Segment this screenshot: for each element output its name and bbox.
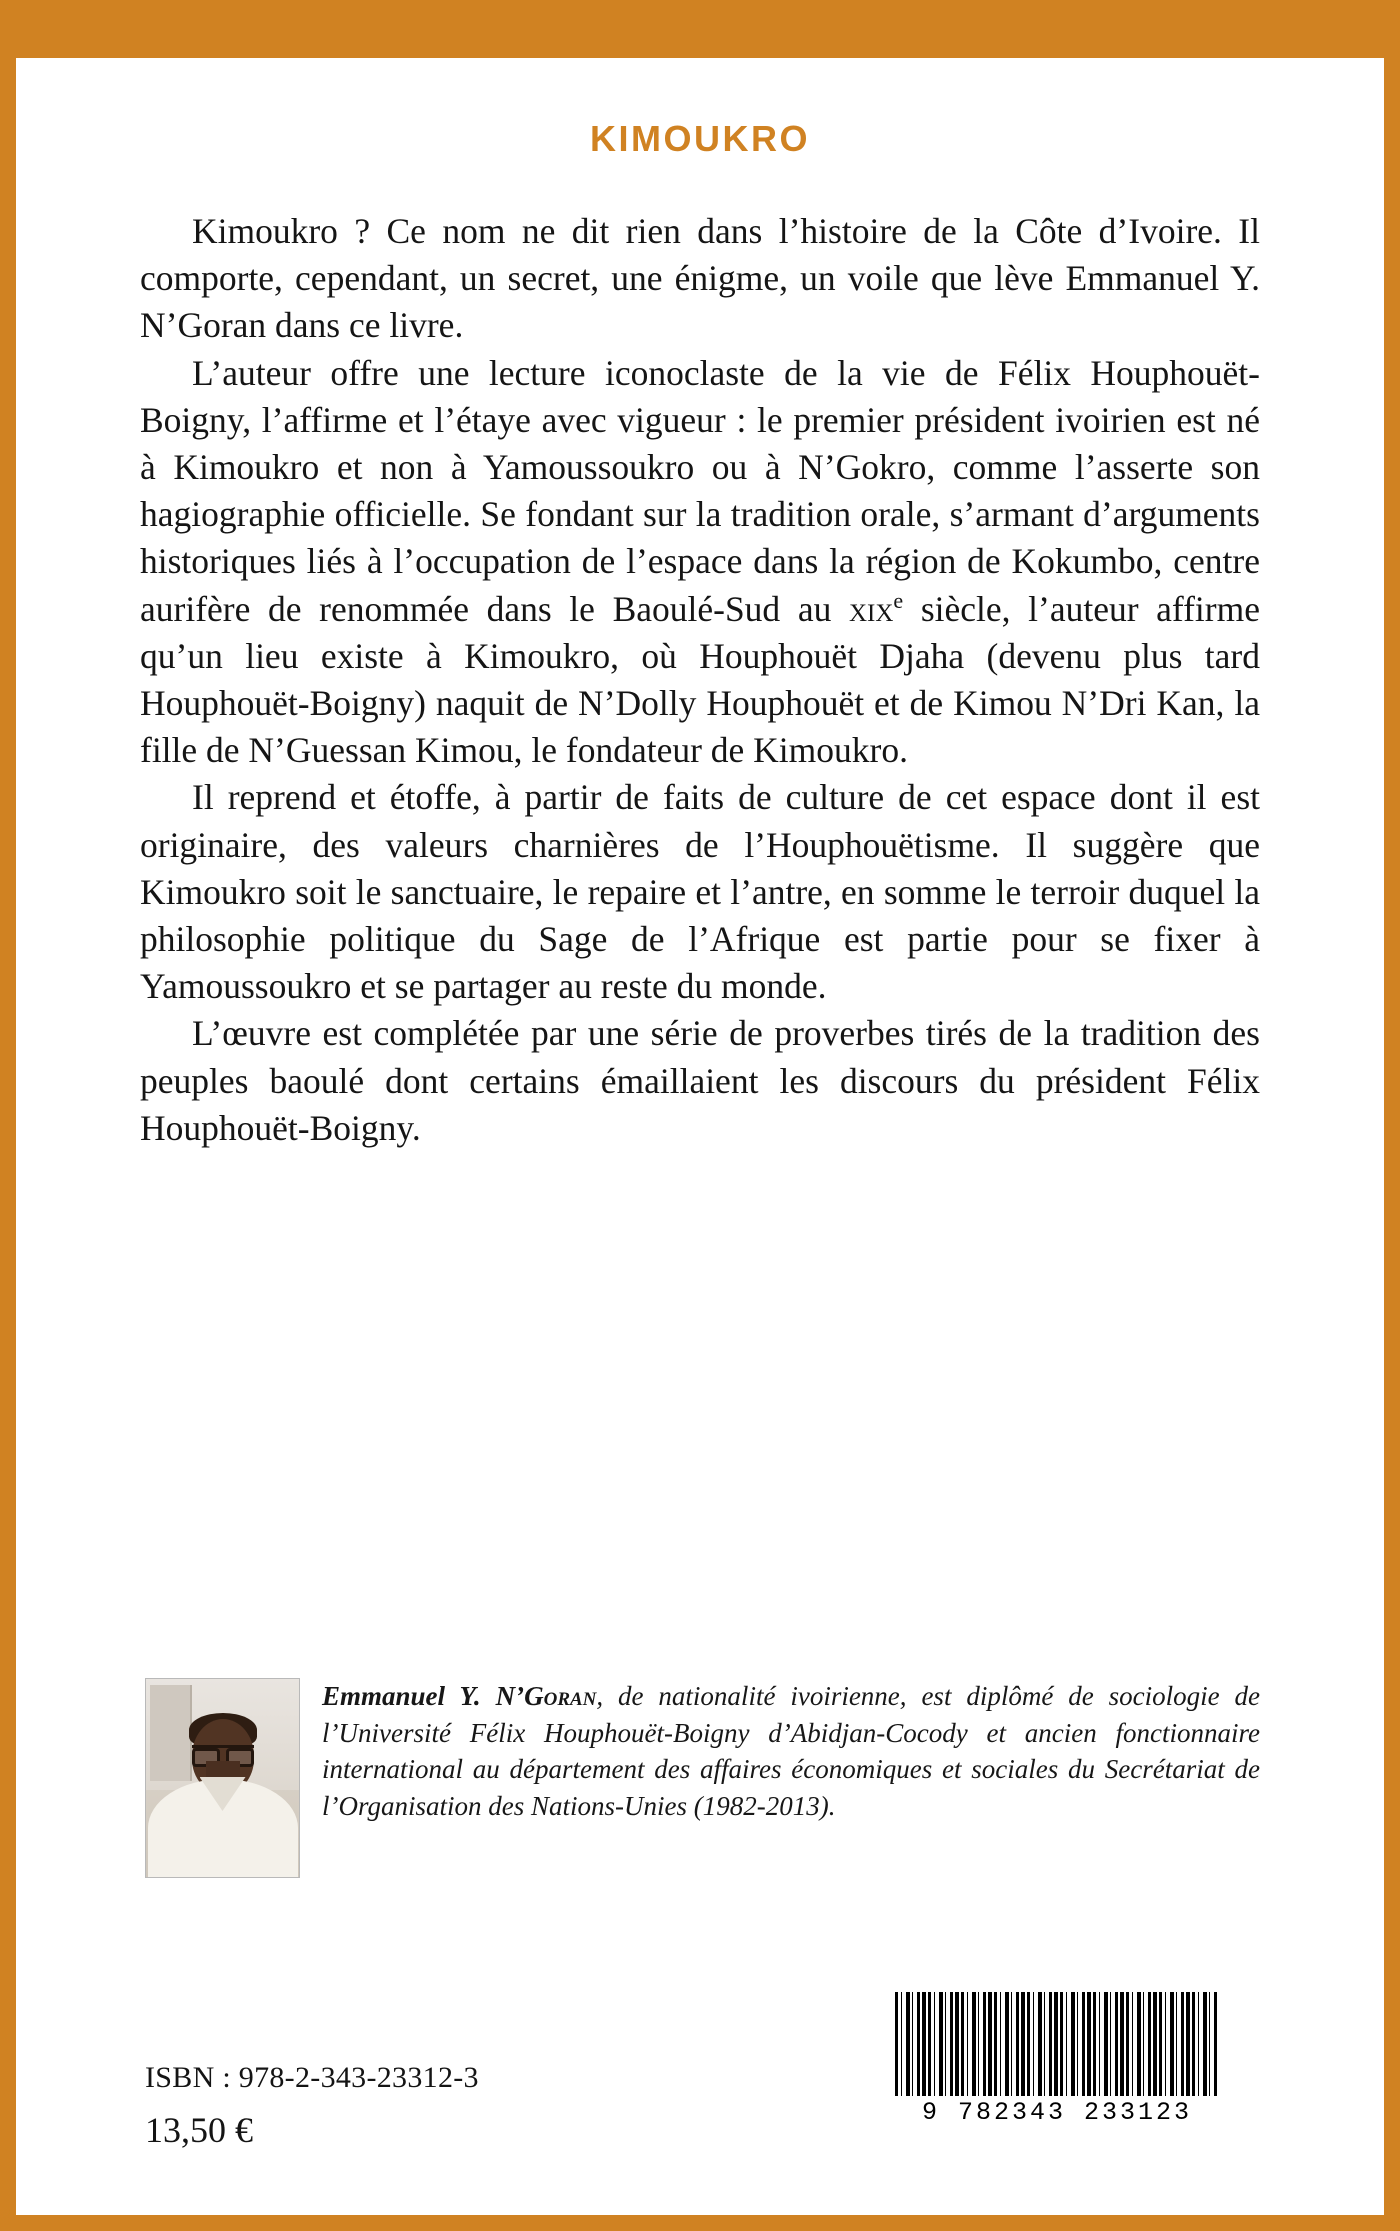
blurb-paragraph-3: Il reprend et étoffe, à partir de faits de culture de cet espace dont il est originaire, des valeurs charnières de l’Houphouëtisme. Il suggère que Kimoukro soit le sanctuaire, le repaire et l’antre, en somme le terroir duquel la philosophie politique du Sage de l’Afrique est partie pour se fixer à Yamoussoukro et se partager au reste du monde. [140,777,1260,1007]
barcode [882,1981,1232,2141]
author-bio-body: , de nationalité ivoirienne, est diplômé de sociologie de l’Université Félix Houphouët-Boigny d’Abidjan-Cocody et ancien fonctionnaire international au département des affaires économiques et sociales du Secrétariat de l’Organisation des Nations-Unies (1982-2013). [322,1681,1260,1822]
glasses-icon [192,1745,254,1762]
isbn-price-block [145,2061,479,2151]
isbn-text: ISBN : 978-2-343-23312-3 [145,2061,479,2094]
author-bio [145,1678,1260,1878]
left-accent-band [0,0,16,2231]
right-accent-band [1384,0,1400,2231]
cover-content [140,118,1260,1152]
blurb-paragraph-4: L’œuvre est complétée par une série de proverbes tirés de la tradition des peuples baoulé dont certains émaillaient les discours du président Félix Houphouët-Boigny. [140,1013,1260,1148]
book-title: KIMOUKRO [590,118,810,159]
blurb-paragraph-2: L’auteur offre une lecture iconoclaste de la vie de Félix Houphouët-Boigny, l’affirme et l’étaye avec vigueur : le premier président ivoirien est né à Kimoukro et non à Yamoussoukro ou à N’Gokro, comme l’asserte son hagiographie officielle. Se fondant sur la tradition orale, s’armant d’arguments historiques liés à l’occupation de l’espace dans la région de Kokumbo, centre aurifère de renommée dans le Baoulé-Sud au xix$^e$ siècle, l’auteur affirme qu’un lieu existe à Kimoukro, où Houphouët Djaha (devenu plus tard Houphouët-Boigny) naquit de N’Dolly Houphouët et de Kimou N’Dri Kan, la fille de N’Guessan Kimou, le fondateur de Kimoukro. [140,352,1260,771]
blurb-text [140,208,1260,1152]
barcode-digits: 9 782343 233123 [921,2098,1193,2127]
author-name: Emmanuel Y. N’Goran [322,1681,597,1711]
bottom-accent-band [0,2215,1400,2231]
author-bio-text [322,1678,1260,1825]
author-portrait-photo [145,1678,300,1878]
author-surname: Goran [524,1681,597,1711]
price-text: 13,50 € [145,2110,253,2150]
blurb-paragraph-1: Kimoukro ? Ce nom ne dit rien dans l’histoire de la Côte d’Ivoire. Il comporte, cependant, un secret, une énigme, un voile que lève Emmanuel Y. N’Goran dans ce livre. [140,211,1260,346]
cover-footer [145,1936,1260,2151]
top-accent-band [0,0,1400,58]
barcode-bars [895,1992,1219,2096]
